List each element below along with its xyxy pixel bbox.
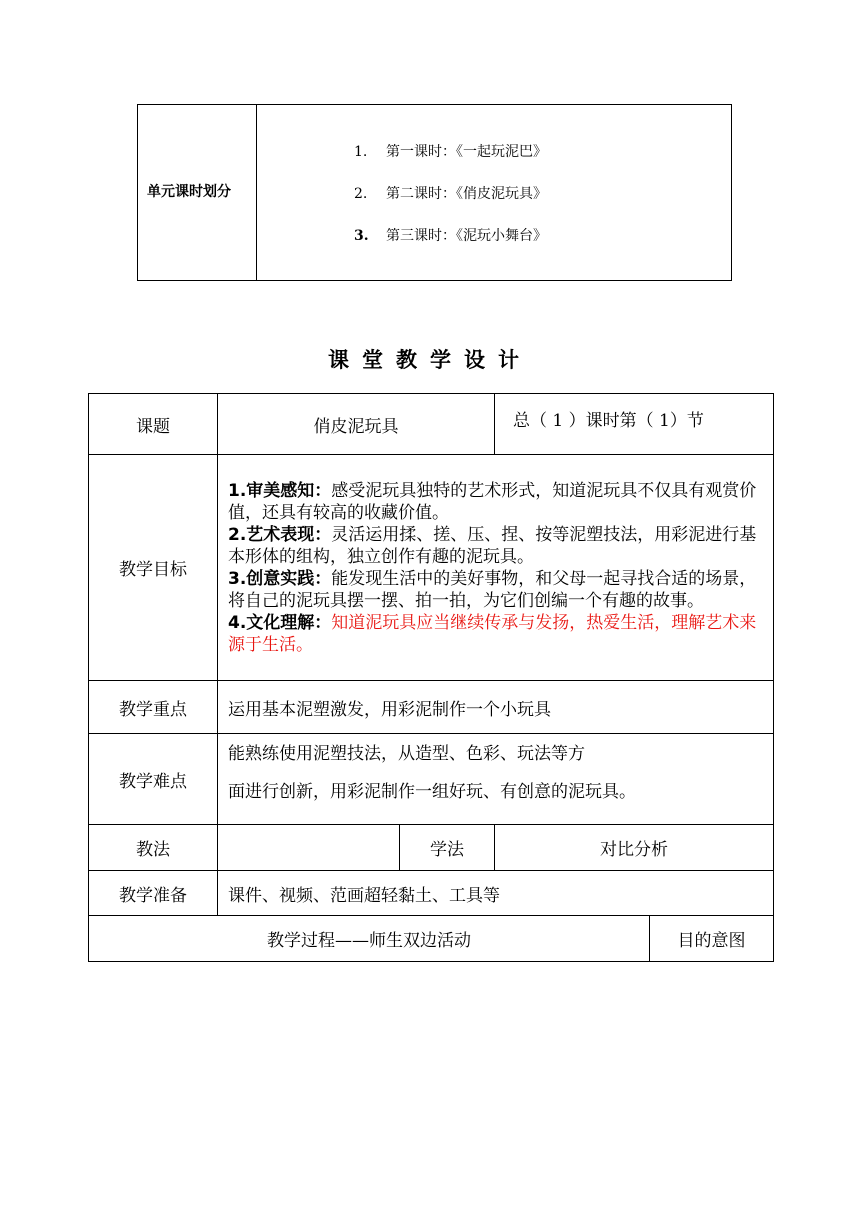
topic-value: 俏皮泥玩具 [218,394,495,455]
learning-method-value: 对比分析 [495,825,774,871]
goal-heading: 1.审美感知： [228,480,332,501]
lesson-text: 第三课时：《泥玩小舞台》 [386,228,547,244]
lesson-number: 1. [354,144,368,160]
teaching-method-label: 教法 [89,825,218,871]
lesson-number: 2. [354,186,368,202]
goal-item [228,612,765,656]
difficulty-line: 面进行创新，用彩泥制作一组好玩、有创意的泥玩具。 [228,782,636,802]
difficulty-label: 教学难点 [89,734,218,825]
goal-item [228,480,765,524]
difficulty-content [218,734,774,825]
goal-text: 能发现生活中的美好事物，和父母一起寻找合适的场景，将自己的泥玩具摆一摆、拍一拍，为它们创编一个有趣的故事。 [228,568,757,611]
lesson-item [258,183,730,225]
lesson-design-table [88,393,774,962]
goal-heading: 4.文化理解： [228,612,332,633]
lesson-item [258,225,730,267]
difficulty-line: 能熟练使用泥塑技法，从造型、色彩、玩法等方 [228,744,585,764]
preparation-value: 课件、视频、范画超轻黏土、工具等 [218,871,774,916]
key-point-value: 运用基本泥塑激发，用彩泥制作一个小玩具 [218,681,774,734]
teaching-method-value [218,825,400,871]
unit-schedule-table [137,104,732,281]
goals-content [218,455,774,681]
period-count: 总（ 1 ）课时第（ 1）节 [495,394,774,455]
goal-heading: 2.艺术表现： [228,524,332,545]
purpose-header: 目的意图 [650,916,774,962]
lesson-item [258,141,730,183]
goal-text-highlighted: 知道泥玩具应当继续传承与发扬，热爱生活，理解艺术来源于生活。 [228,612,757,655]
preparation-label: 教学准备 [89,871,218,916]
goal-text: 感受泥玩具独特的艺术形式，知道泥玩具不仅具有观赏价值，还具有较高的收藏价值。 [228,480,757,523]
unit-schedule-label: 单元课时划分 [138,105,257,281]
lesson-text: 第二课时：《俏皮泥玩具》 [386,186,547,202]
goals-label: 教学目标 [89,455,218,681]
goal-item [228,524,765,568]
goal-item [228,568,765,612]
lesson-text: 第一课时：《一起玩泥巴》 [386,144,547,160]
process-header: 教学过程——师生双边活动 [89,916,650,962]
goal-heading: 3.创意实践： [228,568,332,589]
learning-method-label: 学法 [400,825,495,871]
key-point-label: 教学重点 [89,681,218,734]
goal-text: 灵活运用揉、搓、压、捏、按等泥塑技法，用彩泥进行基本形体的组构，独立创作有趣的泥玩具。 [228,524,757,567]
page-title: 课堂教学设计 [328,348,532,372]
lesson-number: 3. [354,228,369,244]
lesson-list [257,105,732,281]
topic-label: 课题 [89,394,218,455]
